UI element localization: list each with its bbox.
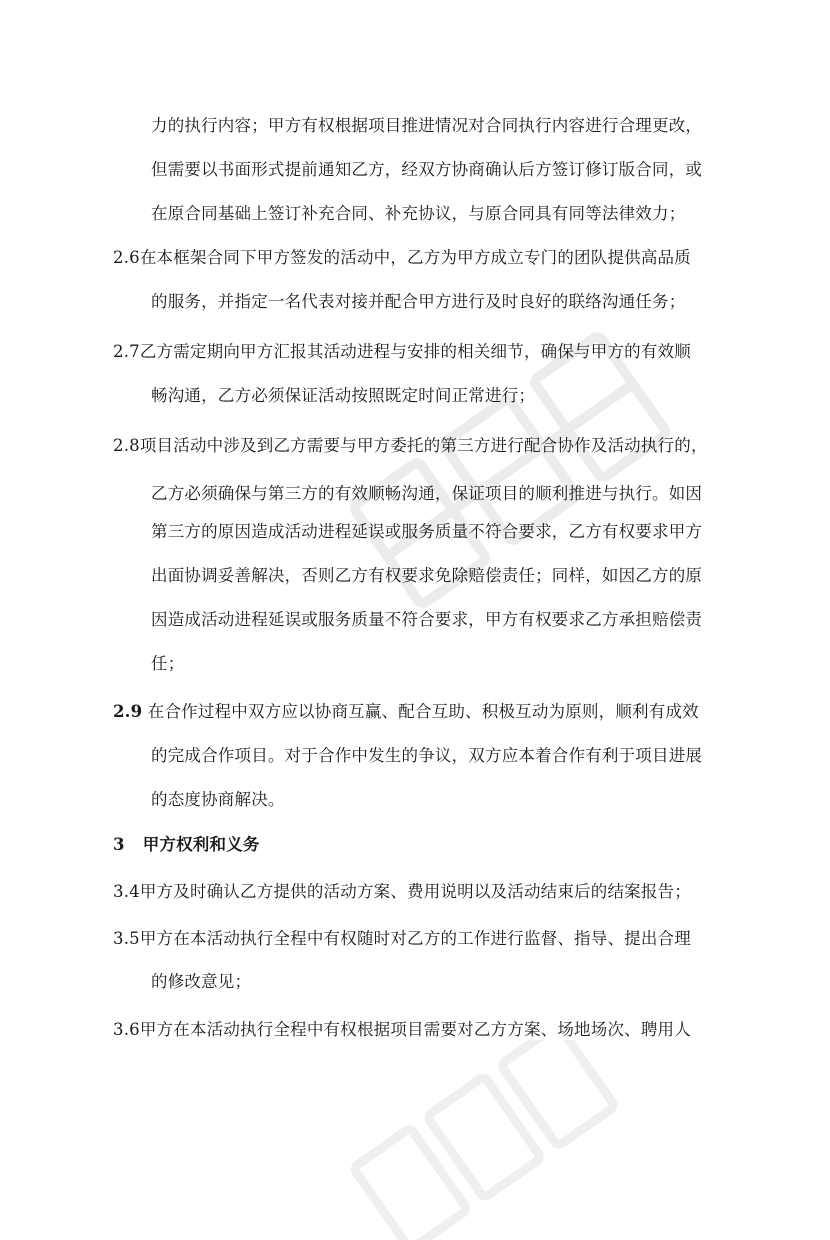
clause-3-5: 3.5甲方在本活动执行全程中有权随时对乙方的工作进行监督、指导、提出合理 — [113, 929, 691, 948]
text-line: 第三方的原因造成活动进程延误或服务质量不符合要求，乙方有权要求甲方 — [151, 522, 703, 541]
text-line: 的服务，并指定一名代表对接并配合甲方进行及时良好的联络沟通任务； — [151, 292, 686, 311]
clause-3-6: 3.6甲方在本活动执行全程中有权根据项目需要对乙方方案、场地场次、聘用人 — [113, 1020, 691, 1039]
clause-2-8: 2.8项目活动中涉及到乙方需要与甲方委托的第三方进行配合协作及活动执行的， — [113, 436, 708, 455]
section-3-heading — [113, 833, 260, 857]
clause-2-9-text: 在合作过程中双方应以协商互赢、配合互助、积极互动为原则，顺利有成效 — [142, 702, 699, 721]
text-line: 但需要以书面形式提前通知乙方，经双方协商确认后方签订修订版合同，或 — [151, 160, 703, 179]
text-line: 在原合同基础上签订补充合同、补充协议，与原合同具有同等法律效力； — [151, 204, 686, 223]
clause-2-7: 2.7乙方需定期向甲方汇报其活动进程与安排的相关细节，确保与甲方的有效顺 — [113, 342, 691, 361]
text-line: 因造成活动进程延误或服务质量不符合要求，甲方有权要求乙方承担赔偿责 — [151, 610, 703, 629]
clause-2-9-number: 2.9 — [113, 702, 143, 721]
text-line: 力的执行内容；甲方有权根据项目推进情况对合同执行内容进行合理更改， — [151, 116, 703, 135]
text-line: 的态度协商解决。 — [151, 790, 285, 809]
text-line: 的完成合作项目。对于合作中发生的争议，双方应本着合作有利于项目进展 — [151, 746, 703, 765]
text-line: 乙方必须确保与第三方的有效顺畅沟通，保证项目的顺利推进与执行。如因 — [151, 484, 703, 503]
clause-3-4: 3.4甲方及时确认乙方提供的活动方案、费用说明以及活动结束后的结案报告； — [113, 882, 691, 901]
text-line: 出面协调妥善解决，否则乙方有权要求免除赔偿责任；同样，如因乙方的原 — [151, 566, 703, 585]
section-3-number: 3 — [113, 835, 125, 854]
text-line: 任； — [151, 654, 185, 673]
section-3-title: 甲方权利和义务 — [142, 835, 260, 854]
text-line: 的修改意见； — [151, 972, 252, 991]
watermark-bottom-icon — [330, 1040, 630, 1240]
clause-2-9 — [113, 700, 699, 724]
clause-2-6: 2.6在本框架合同下甲方签发的活动中，乙方为甲方成立专门的团队提供高品质 — [113, 248, 691, 267]
text-line: 畅沟通，乙方必须保证活动按照既定时间正常进行； — [151, 386, 536, 405]
